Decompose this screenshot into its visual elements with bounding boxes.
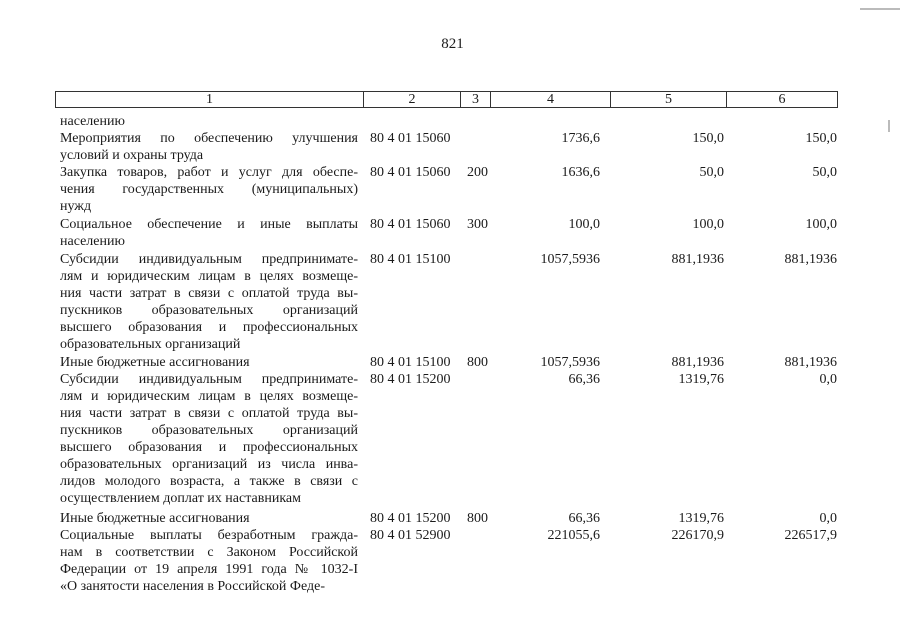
header-col-2: 2: [363, 92, 460, 107]
description-line: Федерации от 19 апреля 1991 года № 1032-I: [60, 562, 358, 577]
row-value-col4: 1057,5936: [540, 355, 600, 370]
description-line: пускников образовательных организаций: [60, 303, 358, 318]
row-value-col6: 0,0: [819, 372, 837, 387]
row-description: [60, 510, 358, 527]
scan-mark: [888, 120, 890, 132]
row-value-col6: 150,0: [805, 131, 837, 146]
row-value-col4: 100,0: [568, 217, 600, 232]
row-value-col6: 881,1936: [784, 252, 837, 267]
header-col-1: 1: [206, 92, 213, 107]
row-code: 80 4 01 15060: [370, 131, 451, 146]
description-line: чения государственных (муниципальных): [60, 182, 358, 197]
row-description: [60, 113, 358, 130]
row-value-col6: 226517,9: [784, 528, 837, 543]
row-value-col4: 66,36: [568, 372, 600, 387]
row-description: [60, 216, 358, 250]
description-line: Иные бюджетные ассигнования: [60, 511, 250, 526]
row-expense-type: 800: [467, 511, 488, 526]
page-number: 821: [441, 36, 464, 52]
row-code: 80 4 01 15100: [370, 355, 451, 370]
description-line: Закупка товаров, работ и услуг для обеспе-: [60, 165, 358, 180]
row-value-col5: 50,0: [699, 165, 724, 180]
description-line: Субсидии индивидуальным предпринимате-: [60, 372, 358, 387]
row-description: [60, 251, 358, 353]
description-line: ния части затрат в связи с оплатой труда вы-: [60, 406, 358, 421]
scan-mark: [860, 8, 900, 10]
description-line: нужд: [60, 199, 92, 214]
row-expense-type: 800: [467, 355, 488, 370]
row-value-col6: 50,0: [812, 165, 837, 180]
row-value-col5: 1319,76: [678, 372, 724, 387]
row-description: [60, 130, 358, 164]
row-description: [60, 354, 358, 371]
description-line: Социальные выплаты безработным гражда-: [60, 528, 358, 543]
header-col-4: 4: [490, 92, 610, 107]
row-value-col5: 226170,9: [671, 528, 724, 543]
description-line: Субсидии индивидуальным предпринимате-: [60, 252, 358, 267]
row-code: 80 4 01 15100: [370, 252, 451, 267]
description-line: пускников образовательных организаций: [60, 423, 358, 438]
row-expense-type: 200: [467, 165, 488, 180]
row-description: [60, 527, 358, 595]
row-value-col4: 66,36: [568, 511, 600, 526]
row-value-col4: 221055,6: [547, 528, 600, 543]
row-value-col5: 150,0: [692, 131, 724, 146]
description-line: образовательных организаций: [60, 337, 241, 352]
row-value-col5: 100,0: [692, 217, 724, 232]
row-code: 80 4 01 15060: [370, 165, 451, 180]
row-description: [60, 164, 358, 215]
description-line: Иные бюджетные ассигнования: [60, 355, 250, 370]
row-expense-type: 300: [467, 217, 488, 232]
row-code: 80 4 01 15200: [370, 372, 451, 387]
description-line: «О занятости населения в Российской Феде-: [60, 579, 326, 594]
description-line: населению: [60, 114, 125, 129]
row-value-col6: 100,0: [805, 217, 837, 232]
description-line: Социальное обеспечение и иные выплаты: [60, 217, 358, 232]
row-value-col4: 1636,6: [561, 165, 600, 180]
header-col-3: 3: [460, 92, 490, 107]
row-code: 80 4 01 15060: [370, 217, 451, 232]
description-line: лям и юридическим лицам в целях возмеще-: [60, 389, 358, 404]
description-line: осуществлением доплат их наставникам: [60, 491, 301, 506]
description-line: условий и охраны труда: [60, 148, 204, 163]
row-value-col5: 1319,76: [678, 511, 724, 526]
row-code: 80 4 01 52900: [370, 528, 451, 543]
header-col-5: 5: [610, 92, 726, 107]
row-value-col4: 1736,6: [561, 131, 600, 146]
row-code: 80 4 01 15200: [370, 511, 451, 526]
description-line: населению: [60, 234, 125, 249]
description-line: нам в соответствии с Законом Российской: [60, 545, 358, 560]
row-value-col5: 881,1936: [671, 252, 724, 267]
row-value-col4: 1057,5936: [540, 252, 600, 267]
description-line: Мероприятия по обеспечению улучшения: [60, 131, 358, 146]
header-col-6: 6: [726, 92, 837, 107]
row-description: [60, 371, 358, 507]
description-line: высшего образования и профессиональных: [60, 320, 358, 335]
description-line: лидов молодого возраста, а также в связи с: [60, 474, 358, 489]
description-line: лям и юридическим лицам в целях возмеще-: [60, 269, 358, 284]
description-line: высшего образования и профессиональных: [60, 440, 358, 455]
row-value-col5: 881,1936: [671, 355, 724, 370]
row-value-col6: 881,1936: [784, 355, 837, 370]
row-value-col6: 0,0: [819, 511, 837, 526]
description-line: ния части затрат в связи с оплатой труда вы-: [60, 286, 358, 301]
description-line: образовательных организаций из числа инва-: [60, 457, 358, 472]
